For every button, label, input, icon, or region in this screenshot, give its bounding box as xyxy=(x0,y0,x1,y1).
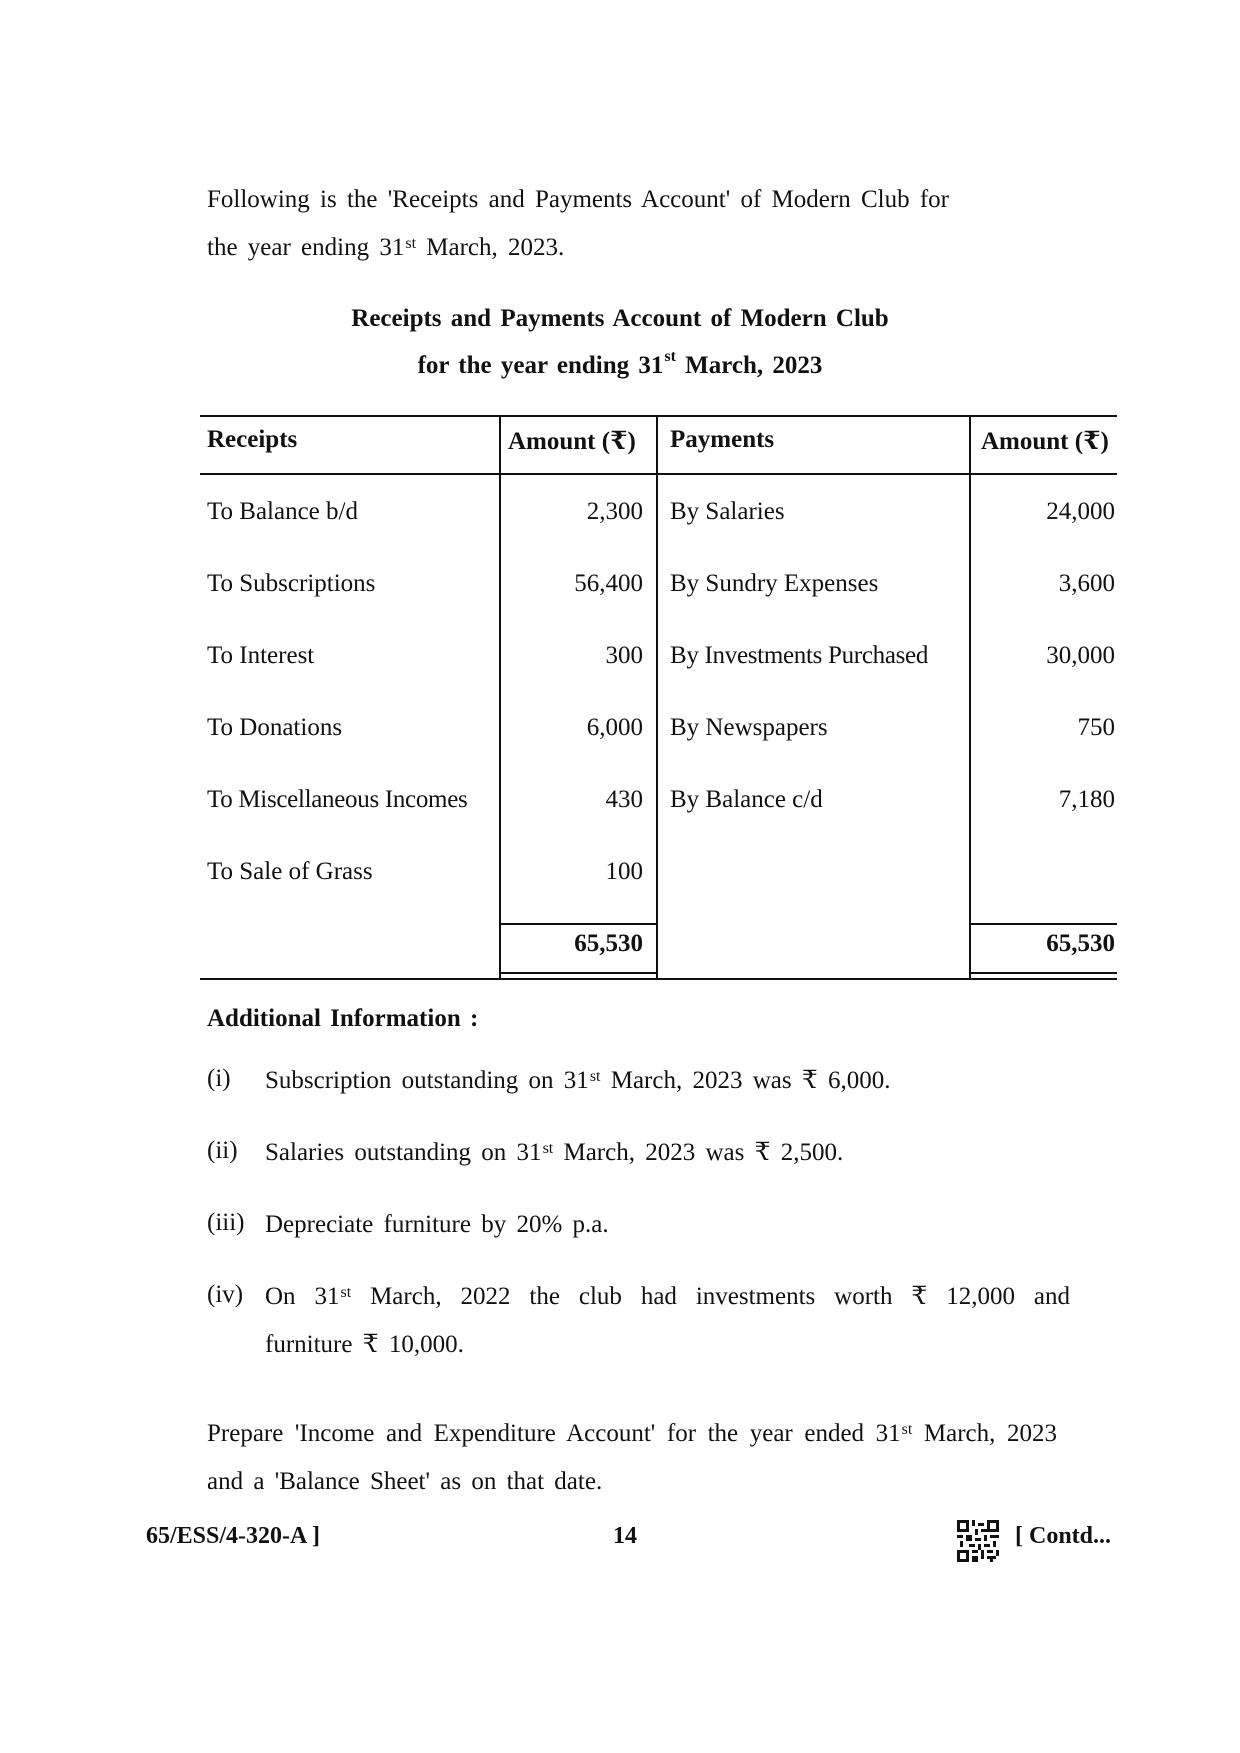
table-bottom-rule xyxy=(200,978,1117,980)
payment-label: By Balance c/d xyxy=(670,786,823,813)
info-item-number: (iv) xyxy=(207,1281,244,1308)
column-divider-1 xyxy=(499,415,501,980)
qr-code-icon xyxy=(957,1520,999,1562)
additional-info-heading: Additional Information : xyxy=(207,1005,479,1032)
receipt-label: To Subscriptions xyxy=(207,570,376,597)
receipt-amount: 100 xyxy=(605,858,643,885)
intro-line-2-end: March, 2023. xyxy=(416,234,565,261)
table-title-line-2 xyxy=(0,348,1240,380)
header-receipts: Receipts xyxy=(207,426,298,453)
superscript: st xyxy=(901,1421,913,1438)
payment-label: By Newspapers xyxy=(670,714,828,741)
payment-label: By Salaries xyxy=(670,498,785,525)
table-title-line-2-end: March, 2023 xyxy=(675,352,823,379)
receipt-label: To Miscellaneous Incomes xyxy=(207,786,468,813)
intro-paragraph xyxy=(207,176,1067,272)
payments-total: 65,530 xyxy=(1046,930,1115,957)
superscript: st xyxy=(340,1284,352,1301)
receipt-amount: 430 xyxy=(605,786,643,813)
info-item-text-end: March, 2022 the club had investments worth ₹ 12,000 and furniture ₹ 10,000. xyxy=(265,1283,1071,1358)
receipts-total-double-rule xyxy=(500,972,657,974)
question-text-end: March, 2023 and a 'Balance Sheet' as on that date. xyxy=(207,1420,1057,1495)
payments-total-rule xyxy=(970,923,1117,925)
page-number: 14 xyxy=(613,1523,637,1549)
header-amount-payments: Amount (₹) xyxy=(981,428,1109,455)
receipt-label: To Interest xyxy=(207,642,315,669)
receipt-label: To Sale of Grass xyxy=(207,858,373,885)
question-paragraph xyxy=(207,1410,1057,1506)
receipts-total: 65,530 xyxy=(574,930,643,957)
receipt-label: To Balance b/d xyxy=(207,498,358,525)
receipt-amount: 300 xyxy=(605,642,643,669)
info-item-text: Depreciate furniture by 20% p.a. xyxy=(265,1211,609,1238)
intro-line-2 xyxy=(207,224,1067,272)
table-title-line-1: Receipts and Payments Account of Modern Club xyxy=(351,305,889,332)
column-divider-2 xyxy=(656,415,658,980)
info-item-text-start: On 31 xyxy=(265,1283,340,1310)
superscript: st xyxy=(405,235,417,252)
payments-total-double-rule xyxy=(970,972,1117,974)
info-item-number: (iii) xyxy=(207,1209,245,1236)
payment-amount: 24,000 xyxy=(1046,498,1115,525)
receipt-amount: 6,000 xyxy=(586,714,643,741)
payment-amount: 750 xyxy=(1077,714,1115,741)
question-text-start: Prepare 'Income and Expenditure Account' for the year ended 31 xyxy=(207,1420,901,1447)
payment-label: By Investments Purchased xyxy=(670,642,929,669)
table-top-rule xyxy=(200,415,1117,417)
info-item-text-end: March, 2023 was ₹ 6,000. xyxy=(600,1067,891,1094)
receipt-amount: 2,300 xyxy=(586,498,643,525)
payment-amount: 3,600 xyxy=(1058,570,1115,597)
info-item-text-start: Salaries outstanding on 31 xyxy=(265,1139,542,1166)
info-item-text-end: March, 2023 was ₹ 2,500. xyxy=(553,1139,844,1166)
payment-amount: 7,180 xyxy=(1058,786,1115,813)
info-item-number: (ii) xyxy=(207,1137,238,1164)
header-bottom-rule xyxy=(200,473,1117,475)
paper-code: 65/ESS/4-320-A ] xyxy=(146,1523,321,1549)
info-item-number: (i) xyxy=(207,1065,231,1092)
superscript: st xyxy=(542,1140,554,1157)
intro-line-1: Following is the 'Receipts and Payments Account' of Modern Club for xyxy=(207,186,949,213)
superscript: st xyxy=(589,1068,601,1085)
superscript: st xyxy=(664,348,676,365)
info-item-text xyxy=(265,1273,1070,1369)
column-divider-3 xyxy=(969,415,971,980)
table-title-line-2-text: for the year ending 31 xyxy=(417,352,664,379)
info-item-text-start: Subscription outstanding on 31 xyxy=(265,1067,589,1094)
payment-amount: 30,000 xyxy=(1046,642,1115,669)
header-payments: Payments xyxy=(670,426,775,453)
info-item-text xyxy=(265,1065,1070,1097)
continued-label: [ Contd... xyxy=(1015,1523,1112,1549)
receipts-total-rule xyxy=(500,923,657,925)
header-amount-receipts: Amount (₹) xyxy=(508,428,636,455)
payment-label: By Sundry Expenses xyxy=(670,570,879,597)
receipt-amount: 56,400 xyxy=(574,570,643,597)
info-item-text xyxy=(265,1137,1070,1169)
intro-line-2-text: the year ending 31 xyxy=(207,234,405,261)
receipt-label: To Donations xyxy=(207,714,343,741)
